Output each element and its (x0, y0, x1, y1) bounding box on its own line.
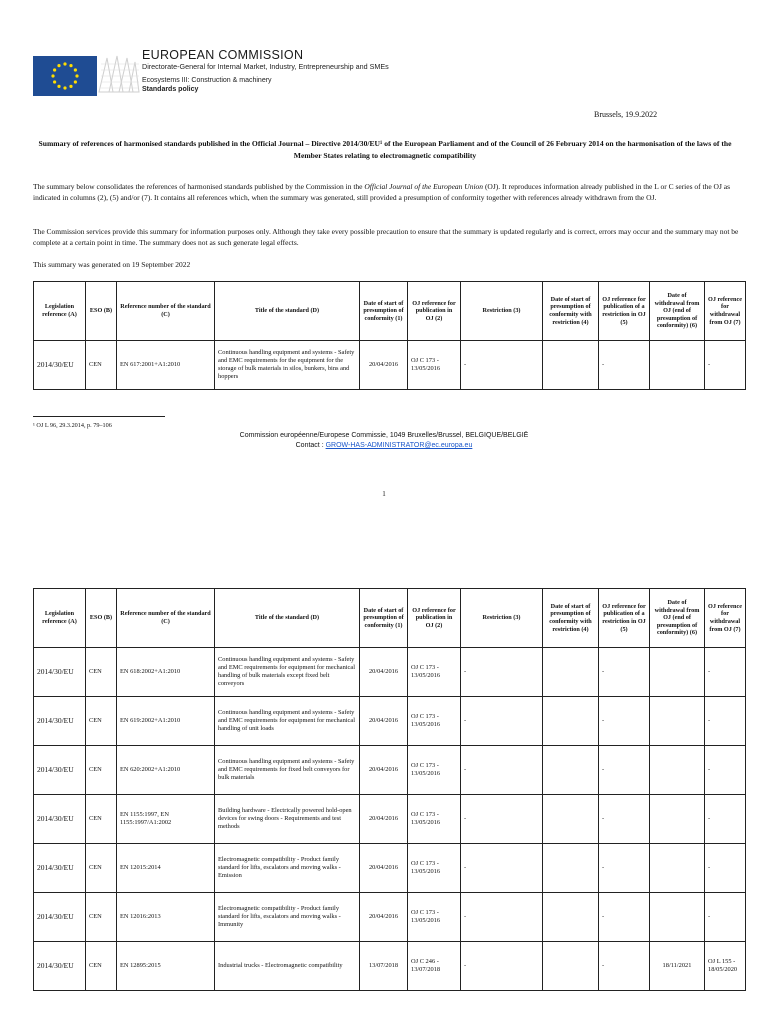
ecosystem-unit: Ecosystems III: Construction & machinery (142, 77, 272, 84)
intro-text-a: The summary below consolidates the references of harmonised standards published by the Commission in the (33, 182, 365, 191)
cell-reference-number: EN 12016:2013 (117, 893, 215, 942)
col-oj-reference: OJ reference for publication in OJ (2) (408, 589, 461, 648)
cell-restriction: - (461, 844, 543, 893)
cell-restriction: - (461, 697, 543, 746)
col-date-withdrawal: Date of withdrawal from OJ (end of presumption of conformity) (6) (650, 282, 705, 341)
cell-reference-number: EN 618:2002+A1:2010 (117, 648, 215, 697)
cell-date-withdrawal (650, 746, 705, 795)
cell-title: Building hardware - Electrically powered hold-open devices for swing doors - Requirements and test methods (215, 795, 360, 844)
cell-oj-reference-withdrawal: - (705, 697, 746, 746)
cell-date-withdrawal (650, 893, 705, 942)
cell-date-withdrawal (650, 844, 705, 893)
cell-reference-number: EN 1155:1997, EN 1155:1997/A1:2002 (117, 795, 215, 844)
flag-star (51, 74, 54, 77)
col-oj-reference-withdrawal: OJ reference for withdrawal from OJ (7) (705, 282, 746, 341)
cell-eso: CEN (86, 697, 117, 746)
col-eso: ESO (B) (86, 282, 117, 341)
cell-reference-number: EN 12015:2014 (117, 844, 215, 893)
cell-restriction: - (461, 648, 543, 697)
flag-star (75, 74, 78, 77)
cell-eso: CEN (86, 746, 117, 795)
contact-label: Contact : (295, 442, 326, 449)
cell-date-start: 20/04/2016 (360, 893, 408, 942)
cell-restriction: - (461, 341, 543, 390)
cell-eso: CEN (86, 648, 117, 697)
cell-date-start: 20/04/2016 (360, 648, 408, 697)
col-reference-number: Reference number of the standard (C) (117, 589, 215, 648)
cell-oj-reference-restriction: - (599, 795, 650, 844)
cell-oj-reference: OJ C 173 - 13/05/2016 (408, 341, 461, 390)
cell-oj-reference: OJ C 173 - 13/05/2016 (408, 844, 461, 893)
standards-table-page1 (33, 281, 746, 390)
cell-title: Continuous handling equipment and systems - Safety and EMC requirements for equipment for mechanical handling of unit loads (215, 697, 360, 746)
table-row (34, 942, 746, 991)
cell-legislation: 2014/30/EU (34, 648, 86, 697)
cell-oj-reference-restriction: - (599, 648, 650, 697)
cell-date-start-restriction (543, 697, 599, 746)
table-header-row (34, 282, 746, 341)
cell-title: Continuous handling equipment and systems - Safety and EMC requirements for the equipment for the storage of bulk materials in silos, bunkers, bins and hoppers (215, 341, 360, 390)
standards-table-page2 (33, 588, 746, 991)
col-title: Title of the standard (D) (215, 589, 360, 648)
berlaymont-icon (97, 52, 141, 96)
contact-email-link[interactable]: GROW-HAS-ADMINISTRATOR@ec.europa.eu (325, 442, 473, 449)
cell-eso: CEN (86, 341, 117, 390)
cell-reference-number: EN 619:2002+A1:2010 (117, 697, 215, 746)
cell-legislation: 2014/30/EU (34, 746, 86, 795)
eu-flag-icon (33, 56, 97, 96)
cell-date-start: 20/04/2016 (360, 795, 408, 844)
cell-oj-reference-restriction: - (599, 746, 650, 795)
cell-oj-reference-withdrawal: - (705, 795, 746, 844)
cell-date-start-restriction (543, 844, 599, 893)
cell-date-start-restriction (543, 893, 599, 942)
cell-title: Continuous handling equipment and systems - Safety and EMC requirements for fixed belt conveyors for bulk materials (215, 746, 360, 795)
footnote: ¹ OJ L 96, 29.3.2014, p. 79–106 (33, 422, 112, 429)
flag-star (74, 68, 77, 71)
cell-oj-reference: OJ C 173 - 13/05/2016 (408, 648, 461, 697)
cell-reference-number: EN 620:2002+A1:2010 (117, 746, 215, 795)
col-eso: ESO (B) (86, 589, 117, 648)
cell-title: Industrial trucks - Electromagnetic compatibility (215, 942, 360, 991)
cell-date-start-restriction (543, 648, 599, 697)
footer-address: Commission européenne/Europese Commissie, 1049 Bruxelles/Brussel, BELGIQUE/BELGIË (239, 432, 529, 439)
cell-reference-number: EN 12895:2015 (117, 942, 215, 991)
cell-date-start-restriction (543, 795, 599, 844)
cell-reference-number: EN 617:2001+A1:2010 (117, 341, 215, 390)
flag-star (57, 64, 60, 67)
col-oj-reference: OJ reference for publication in OJ (2) (408, 282, 461, 341)
col-date-start-restriction: Date of start of presumption of conformity with restriction (4) (543, 589, 599, 648)
cell-oj-reference: OJ C 173 - 13/05/2016 (408, 795, 461, 844)
intro-text-b: (OJ). It reproduces information already published in the L or C series of the OJ as indicated in columns (2), (5) and/or (7). It contains all references which, when the summary was generated, still provided a presumption of conformity together with references already withdrawn from the OJ. (33, 182, 731, 202)
cell-legislation: 2014/30/EU (34, 942, 86, 991)
policy-unit: Standards policy (142, 86, 199, 93)
cell-oj-reference-withdrawal: - (705, 341, 746, 390)
cell-date-start-restriction (543, 341, 599, 390)
flag-star (69, 85, 72, 88)
col-date-withdrawal: Date of withdrawal from OJ (end of presumption of conformity) (6) (650, 589, 705, 648)
cell-eso: CEN (86, 844, 117, 893)
table-row (34, 746, 746, 795)
cell-oj-reference-restriction: - (599, 697, 650, 746)
table-row (34, 795, 746, 844)
flag-star (57, 85, 60, 88)
page-number: 1 (382, 490, 386, 498)
col-legislation: Legislation reference (A) (34, 282, 86, 341)
cell-legislation: 2014/30/EU (34, 341, 86, 390)
cell-oj-reference-restriction: - (599, 893, 650, 942)
org-name: EUROPEAN COMMISSION (142, 48, 304, 62)
flag-star (63, 86, 66, 89)
cell-date-withdrawal: 18/11/2021 (650, 942, 705, 991)
cell-oj-reference: OJ C 173 - 13/05/2016 (408, 697, 461, 746)
cell-date-start: 20/04/2016 (360, 746, 408, 795)
cell-date-start-restriction (543, 746, 599, 795)
cell-eso: CEN (86, 942, 117, 991)
cell-date-start: 20/04/2016 (360, 844, 408, 893)
cell-oj-reference-restriction: - (599, 942, 650, 991)
cell-title: Electromagnetic compatibility - Product family standard for lifts, escalators and moving walks - Emission (215, 844, 360, 893)
intro-text-em: Official Journal of the European Union (364, 182, 484, 191)
col-date-start: Date of start of presumption of conformity (1) (360, 282, 408, 341)
flag-star (53, 68, 56, 71)
col-title: Title of the standard (D) (215, 282, 360, 341)
col-date-start: Date of start of presumption of conformity (1) (360, 589, 408, 648)
cell-oj-reference-restriction: - (599, 341, 650, 390)
cell-restriction: - (461, 795, 543, 844)
footnote-separator (33, 416, 165, 417)
cell-date-withdrawal (650, 795, 705, 844)
generated-date-paragraph: This summary was generated on 19 September 2022 (33, 260, 191, 269)
cell-legislation: 2014/30/EU (34, 697, 86, 746)
flag-star (74, 80, 77, 83)
flag-star (53, 80, 56, 83)
ec-logo (33, 52, 141, 94)
col-date-start-restriction: Date of start of presumption of conformity with restriction (4) (543, 282, 599, 341)
document-date: Brussels, 19.9.2022 (594, 110, 658, 119)
table-row (34, 341, 746, 390)
cell-oj-reference: OJ C 173 - 13/05/2016 (408, 893, 461, 942)
col-oj-reference-restriction: OJ reference for publication of a restriction in OJ (5) (599, 282, 650, 341)
disclaimer-paragraph: The Commission services provide this summary for information purposes only. Although they take every possible precaution to ensure that the summary is updated regularly and is correct, errors may occur and the summary may not be complete at a certain point in time. The summary does not as such generate legal effects. (33, 227, 739, 247)
cell-date-withdrawal (650, 341, 705, 390)
flag-star (63, 62, 66, 65)
table-header-row (34, 589, 746, 648)
cell-date-start: 13/07/2018 (360, 942, 408, 991)
cell-oj-reference-withdrawal: - (705, 893, 746, 942)
cell-date-withdrawal (650, 648, 705, 697)
cell-oj-reference-withdrawal: - (705, 648, 746, 697)
cell-date-start: 20/04/2016 (360, 341, 408, 390)
directorate-general: Directorate-General for Internal Market, Industry, Entrepreneurship and SMEs (142, 62, 389, 71)
cell-restriction: - (461, 893, 543, 942)
col-oj-reference-withdrawal: OJ reference for withdrawal from OJ (7) (705, 589, 746, 648)
footer-contact (0, 442, 768, 449)
table-row (34, 648, 746, 697)
cell-legislation: 2014/30/EU (34, 844, 86, 893)
col-restriction: Restriction (3) (461, 589, 543, 648)
flag-star (69, 64, 72, 67)
table-row (34, 697, 746, 746)
cell-title: Electromagnetic compatibility - Product family standard for lifts, escalators and moving walks - Immunity (215, 893, 360, 942)
cell-eso: CEN (86, 795, 117, 844)
document-title: Summary of references of harmonised standards published in the Official Journal – Directive 2014/30/EU¹ of the European Parliament and of the Council of 26 February 2014 on the harmonisation of the laws of the Member States relating to electromagnetic compatibility (38, 139, 732, 160)
cell-oj-reference-restriction: - (599, 844, 650, 893)
cell-restriction: - (461, 942, 543, 991)
col-restriction: Restriction (3) (461, 282, 543, 341)
col-oj-reference-restriction: OJ reference for publication of a restriction in OJ (5) (599, 589, 650, 648)
intro-paragraph (33, 181, 741, 203)
cell-date-start-restriction (543, 942, 599, 991)
cell-title: Continuous handling equipment and systems - Safety and EMC requirements for equipment for mechanical handling of bulk materials except fixed belt conveyors (215, 648, 360, 697)
col-legislation: Legislation reference (A) (34, 589, 86, 648)
col-reference-number: Reference number of the standard (C) (117, 282, 215, 341)
cell-oj-reference: OJ C 246 - 13/07/2018 (408, 942, 461, 991)
cell-date-withdrawal (650, 697, 705, 746)
cell-restriction: - (461, 746, 543, 795)
table-row (34, 893, 746, 942)
cell-oj-reference-withdrawal: OJ L 155 - 18/05/2020 (705, 942, 746, 991)
cell-oj-reference: OJ C 173 - 13/05/2016 (408, 746, 461, 795)
cell-legislation: 2014/30/EU (34, 795, 86, 844)
table-row (34, 844, 746, 893)
cell-oj-reference-withdrawal: - (705, 844, 746, 893)
cell-oj-reference-withdrawal: - (705, 746, 746, 795)
cell-eso: CEN (86, 893, 117, 942)
cell-legislation: 2014/30/EU (34, 893, 86, 942)
cell-date-start: 20/04/2016 (360, 697, 408, 746)
